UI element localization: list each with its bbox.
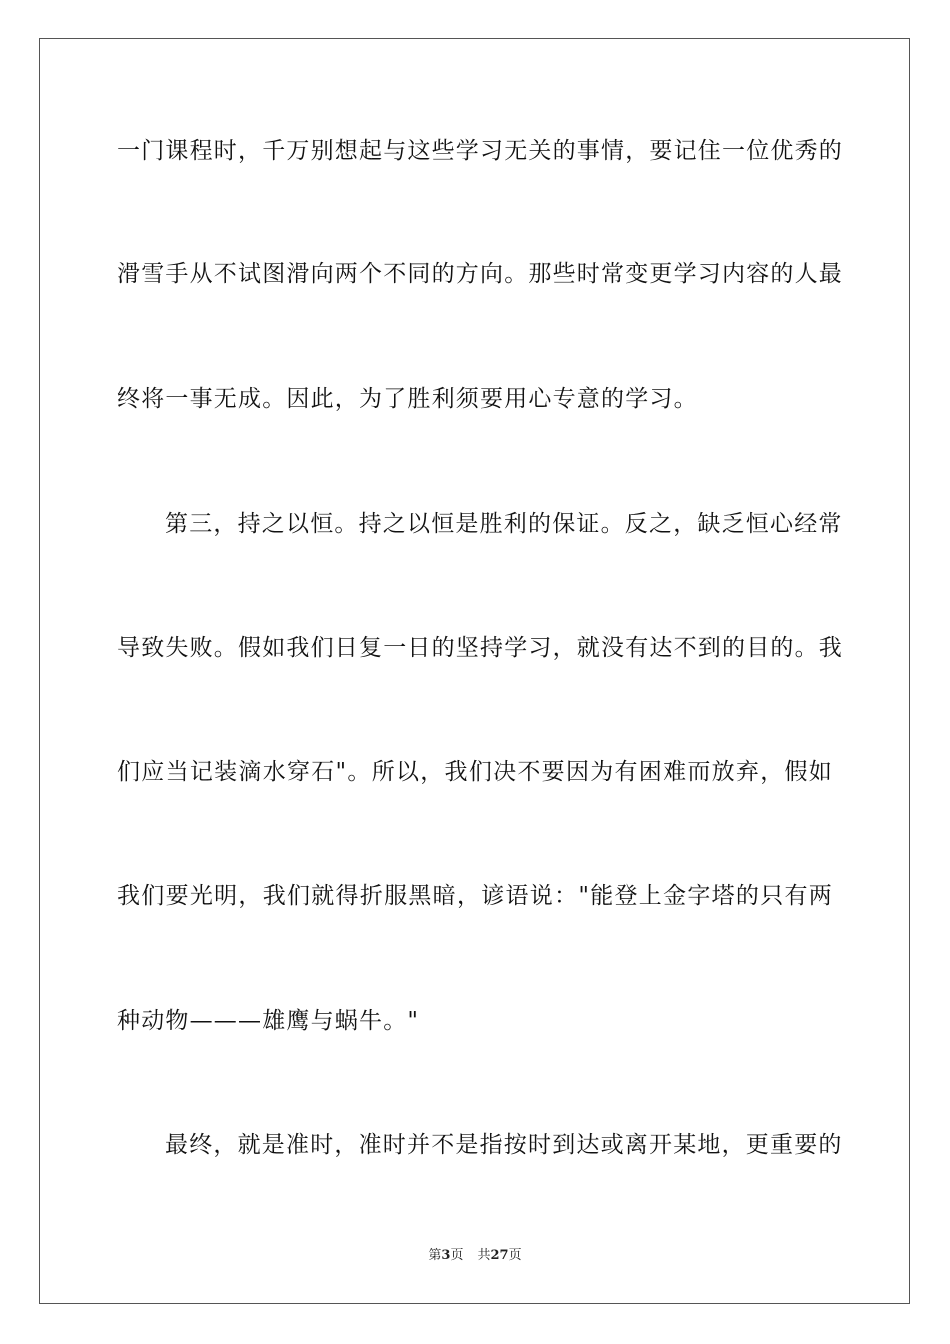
body-line-6: 们应当记装滴水穿石"。所以，我们决不要因为有困难而放弃，假如 — [117, 759, 833, 785]
total-prefix: 共 — [477, 1248, 491, 1263]
body-line-3: 终将一事无成。因此，为了胜利须要用心专意的学习。 — [117, 386, 698, 412]
page-border — [39, 38, 910, 1304]
body-line-9: 最终，就是准时，准时并不是指按时到达或离开某地，更重要的 — [165, 1132, 843, 1158]
total-page-number: 27 — [490, 1248, 509, 1263]
total-suffix: 页 — [508, 1248, 522, 1263]
body-line-5: 导致失败。假如我们日复一日的坚持学习，就没有达不到的目的。我 — [117, 635, 843, 661]
page-footer — [0, 1247, 950, 1265]
page-suffix: 页 — [450, 1248, 464, 1263]
body-line-1: 一门课程时，千万别想起与这些学习无关的事情，要记住一位优秀的 — [117, 138, 843, 164]
body-line-2: 滑雪手从不试图滑向两个不同的方向。那些时常变更学习内容的人最 — [117, 261, 843, 287]
page-prefix: 第 — [428, 1248, 442, 1263]
body-line-7: 我们要光明，我们就得折服黑暗，谚语说："能登上金字塔的只有两 — [117, 883, 833, 909]
current-page-number: 3 — [441, 1248, 451, 1263]
body-line-4: 第三，持之以恒。持之以恒是胜利的保证。反之，缺乏恒心经常 — [165, 511, 843, 537]
body-line-8: 种动物———雄鹰与蜗牛。" — [117, 1008, 420, 1034]
